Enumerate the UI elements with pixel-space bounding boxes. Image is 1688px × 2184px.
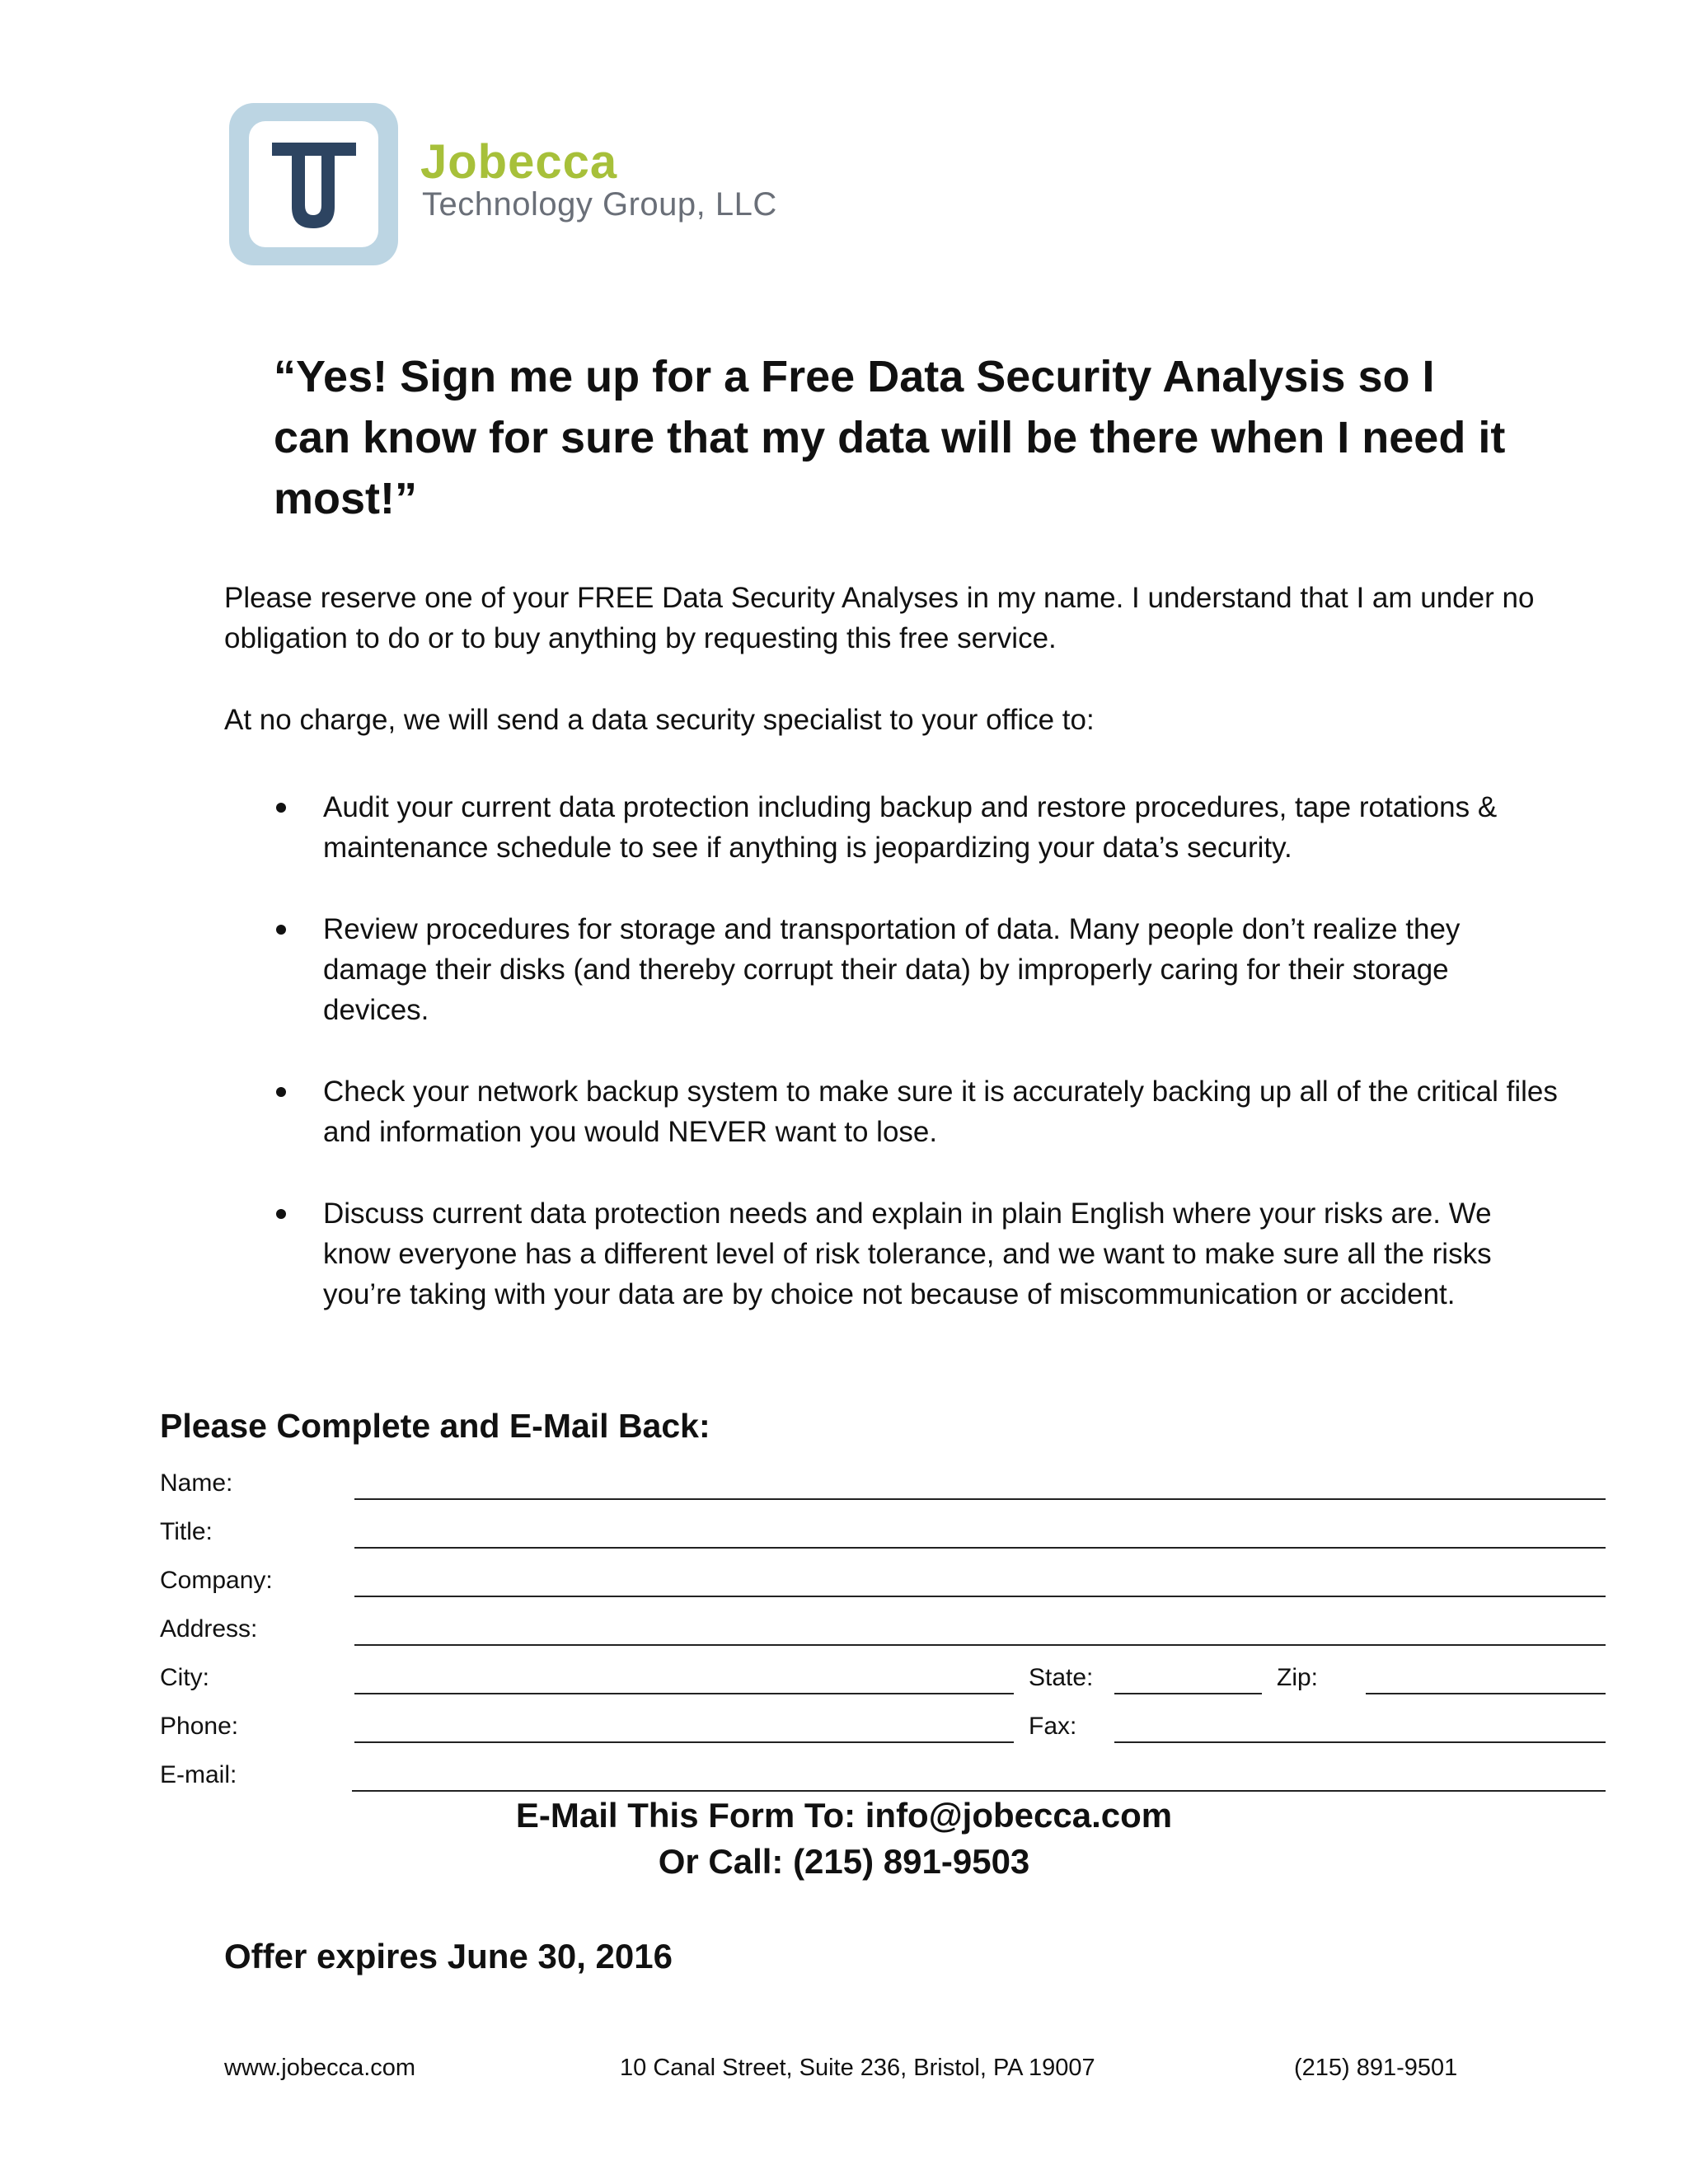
- logo-company-subtitle: Technology Group, LLC: [422, 186, 777, 223]
- fax-field[interactable]: [1114, 1741, 1606, 1743]
- fax-label: Fax:: [1029, 1713, 1077, 1740]
- footer-website[interactable]: www.jobecca.com: [224, 2055, 416, 2081]
- footer-address: 10 Canal Street, Suite 236, Bristol, PA 19007: [620, 2055, 1095, 2081]
- offer-expiry: Offer expires June 30, 2016: [224, 1937, 673, 1975]
- list-item: Discuss current data protection needs and explain in plain English where your risks are. We know everyone has a different level of risk tolerance, and we want to make sure all the risks you’re taking with your data are by choice not because of miscommunication or accident.: [272, 1193, 1558, 1315]
- list-item: Review procedures for storage and transportation of data. Many people don’t realize they damage their disks (and thereby corrupt their data) by improperly caring for their storage devices.: [272, 909, 1558, 1030]
- phone-field[interactable]: [354, 1741, 1014, 1743]
- zip-label: Zip:: [1277, 1664, 1319, 1691]
- charge-paragraph: At no charge, we will send a data security specialist to your office to:: [224, 704, 1095, 736]
- name-field[interactable]: [354, 1498, 1606, 1500]
- city-field[interactable]: [354, 1693, 1014, 1694]
- company-field[interactable]: [354, 1596, 1606, 1597]
- zip-field[interactable]: [1366, 1693, 1606, 1694]
- email-field[interactable]: [352, 1790, 1606, 1792]
- state-field[interactable]: [1114, 1693, 1262, 1694]
- email-instruction: E-Mail This Form To: info@jobecca.com: [515, 1796, 1173, 1835]
- list-item: Check your network backup system to make sure it is accurately backing up all of the critical files and information you would NEVER want to lose.: [272, 1071, 1558, 1152]
- list-item: Audit your current data protection including backup and restore procedures, tape rotations & maintenance schedule to see if anything is jeopardizing your data’s security.: [272, 787, 1558, 868]
- logo-company-name: Jobecca: [420, 135, 618, 189]
- footer-phone: (215) 891-9501: [1294, 2055, 1458, 2081]
- name-label: Name:: [160, 1469, 233, 1497]
- intro-paragraph: Please reserve one of your FREE Data Security Analyses in my name. I understand that I am under no obligation to do or to buy anything by requesting this free service.: [224, 582, 1535, 654]
- service-list: [272, 787, 1558, 1356]
- company-label: Company:: [160, 1567, 273, 1594]
- headline: “Yes! Sign me up for a Free Data Security Analysis so I can know for sure that my data will be there when I need it most!”: [274, 352, 1506, 523]
- address-label: Address:: [160, 1615, 258, 1643]
- phone-label: Phone:: [160, 1713, 239, 1740]
- email-label: E-mail:: [160, 1761, 237, 1788]
- title-field[interactable]: [354, 1547, 1606, 1549]
- state-label: State:: [1029, 1664, 1094, 1691]
- title-label: Title:: [160, 1518, 213, 1545]
- address-field[interactable]: [354, 1644, 1606, 1646]
- company-logo-icon: [224, 98, 403, 270]
- city-label: City:: [160, 1664, 209, 1691]
- form-title: Please Complete and E-Mail Back:: [160, 1407, 710, 1445]
- call-instruction: Or Call: (215) 891-9503: [658, 1842, 1030, 1881]
